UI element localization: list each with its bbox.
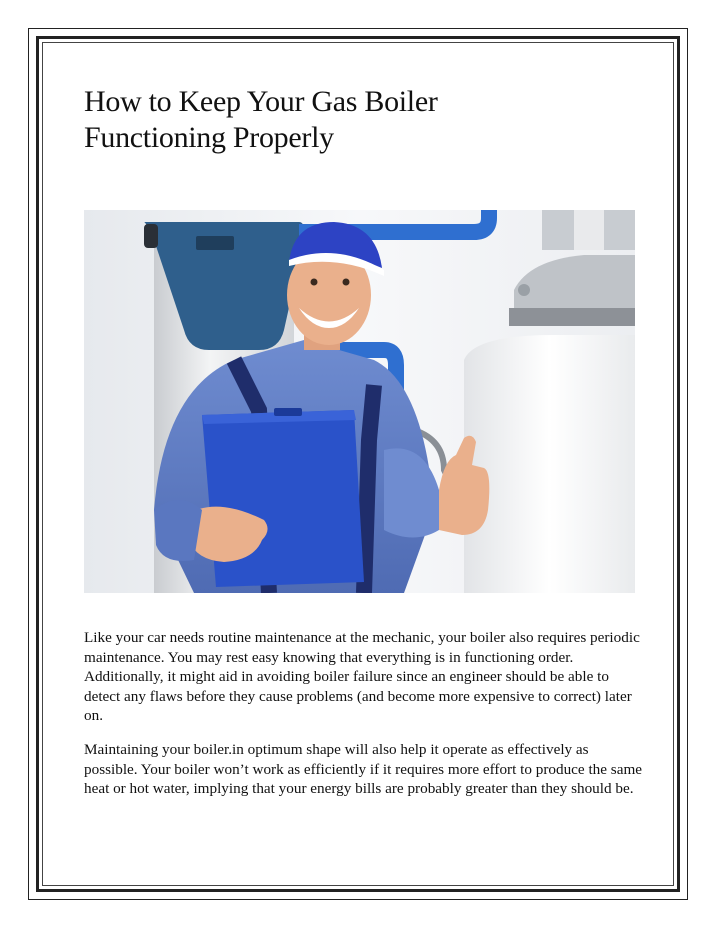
page-title <box>84 84 644 156</box>
paragraph-2: Maintaining your boiler.in optimum shape will also help it operate as effectively as possible. Your boiler won’t work as efficiently if it requires more effort to produce the same heat or hot water, implying that your energy bills are probably greater than they should be. <box>84 741 643 797</box>
paragraph-1: Like your car needs routine maintenance at the mechanic, your boiler also requires periodic maintenance. You may rest easy knowing that everything is in functioning order. Additionally, it might aid in avoiding boiler failure since an engineer should be able to detect any flaws before they cause problems (and become more expensive to correct) later on. <box>84 629 640 724</box>
title-line-1: How to Keep Your Gas Boiler <box>84 85 438 118</box>
title-line-2: Functioning Properly <box>84 121 334 154</box>
technician-with-boiler-photo <box>84 210 635 593</box>
